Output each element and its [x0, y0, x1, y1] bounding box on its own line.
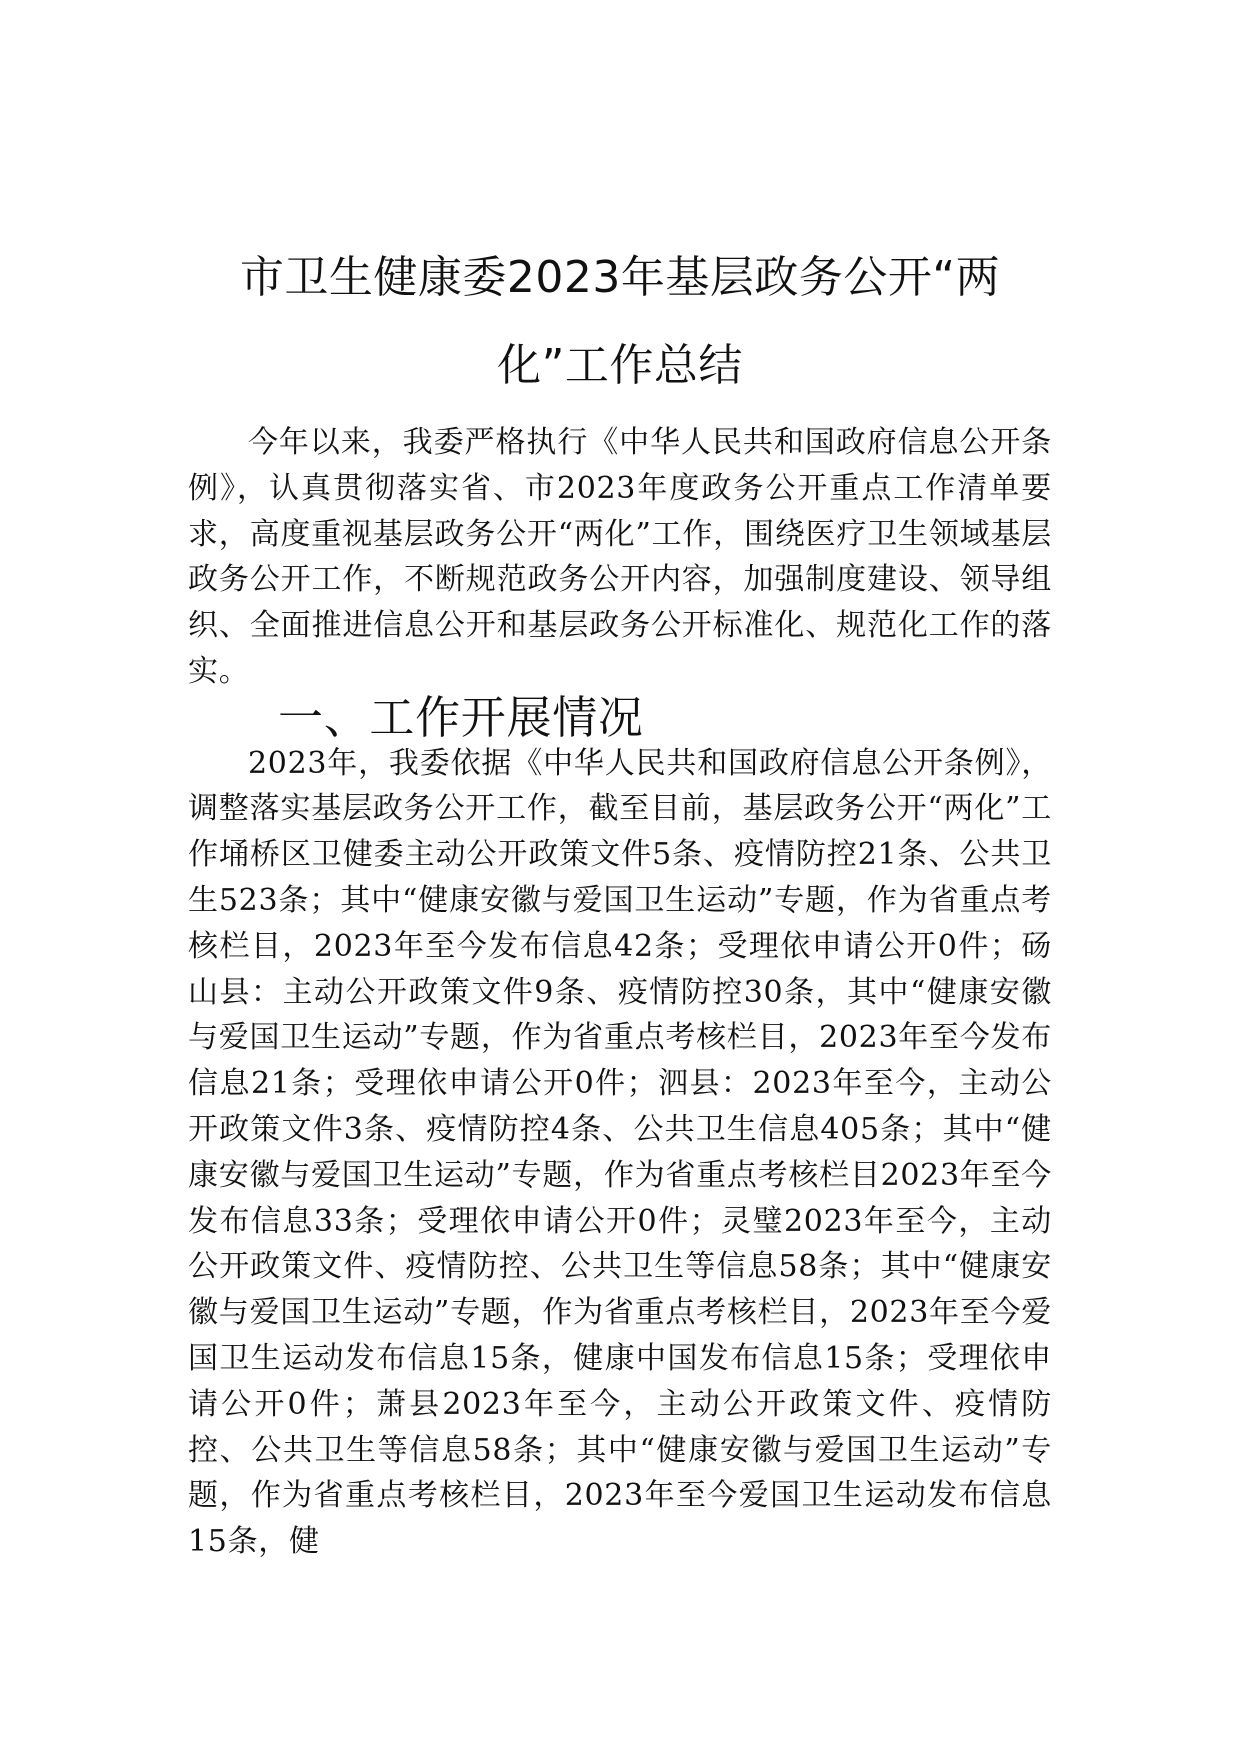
- title-line-1: 市卫生健康委2023年基层政务公开“两: [239, 252, 1001, 304]
- document-body: [188, 420, 1052, 1565]
- title-line-2: 化”工作总结: [497, 340, 743, 392]
- work-progress-paragraph: 2023年，我委依据《中华人民共和国政府信息公开条例》，调整落实基层政务公开工作，截至目前，基层政务公开“两化”工作埇桥区卫健委主动公开政策文件5条、疫情防控21条、公共卫生523条；其中“健康安徽与爱国卫生运动”专题，作为省重点考核栏目，2023年至今发布信息42条；受理依申请公开0件；砀山县：主动公开政策文件9条、疫情防控30条，其中“健康安徽与爱国卫生运动”专题，作为省重点考核栏目，2023年至今发布信息21条；受理依申请公开0件；泗县：2023年至今，主动公开政策文件3条、疫情防控4条、公共卫生信息405条；其中“健康安徽与爱国卫生运动”专题，作为省重点考核栏目2023年至今发布信息33条；受理依申请公开0件；灵璧2023年至今，主动公开政策文件、疫情防控、公共卫生等信息58条；其中“健康安徽与爱国卫生运动”专题，作为省重点考核栏目，2023年至今爱国卫生运动发布信息15条，健康中国发布信息15条；受理依申请公开0件；萧县2023年至今，主动公开政策文件、疫情防控、公共卫生等信息58条；其中“健康安徽与爱国卫生运动”专题，作为省重点考核栏目，2023年至今爱国卫生运动发布信息15条，健: [188, 745, 1052, 1560]
- document-title: [190, 234, 1050, 410]
- section-heading: 一、工作开展情况: [278, 690, 644, 744]
- intro-paragraph: 今年以来，我委严格执行《中华人民共和国政府信息公开条例》，认真贯彻落实省、市2023年度政务公开重点工作清单要求，高度重视基层政务公开“两化”工作，围绕医疗卫生领域基层政务公开工作，不断规范政务公开内容，加强制度建设、领导组织、全面推进信息公开和基层政务公开标准化、规范化工作的落实。: [188, 425, 1052, 689]
